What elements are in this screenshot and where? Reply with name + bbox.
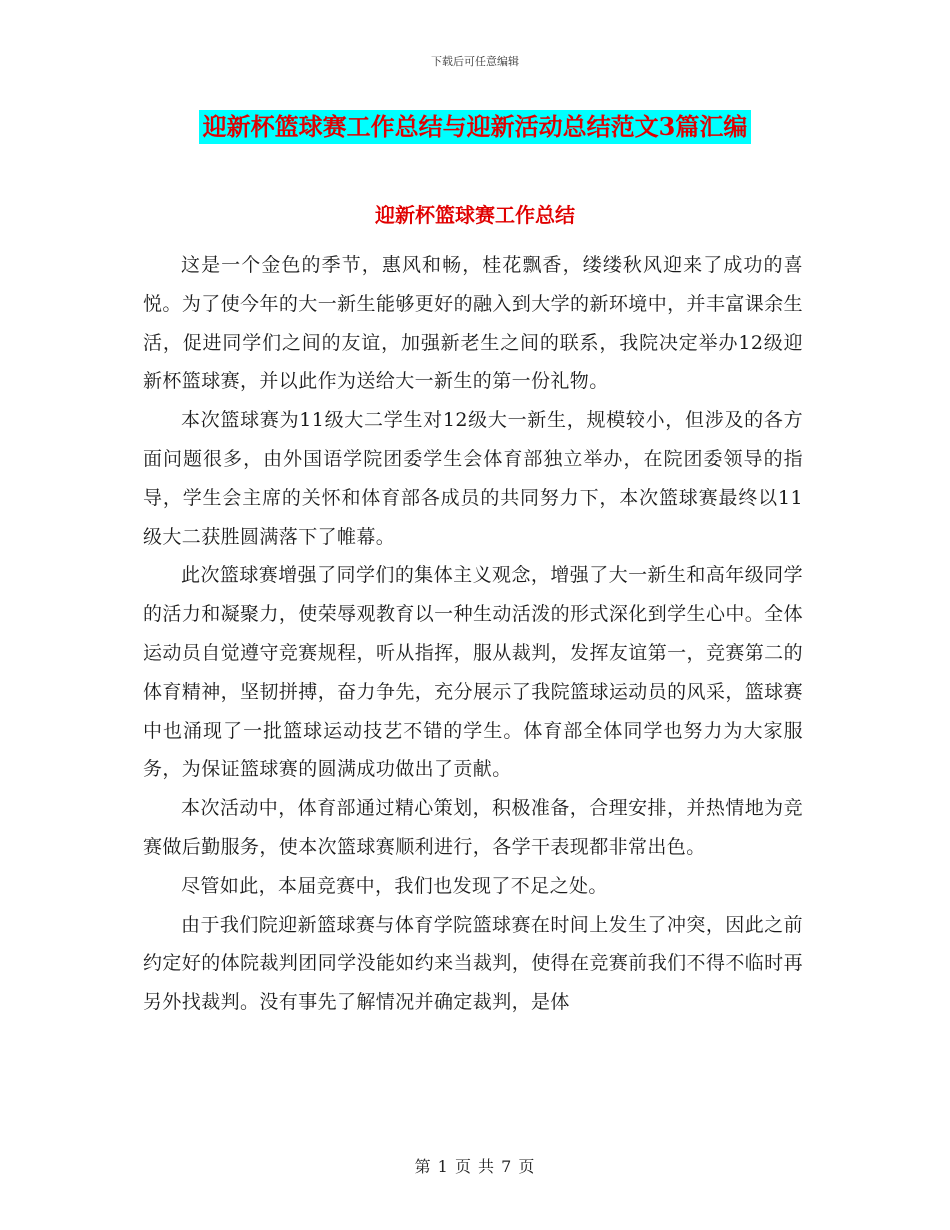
document-body xyxy=(143,246,803,1022)
paragraph: 本次篮球赛为11级大二学生对12级大一新生，规模较小，但涉及的各方面问题很多，由外国语学院团委学生会体育部独立举办，在院团委领导的指导，学生会主席的关怀和体育部各成员的共同努力下，本次篮球赛最终以11级大二获胜圆满落下了帷幕。 xyxy=(143,409,803,548)
paragraph: 尽管如此，本届竞赛中，我们也发现了不足之处。 xyxy=(181,874,608,897)
document-title-container xyxy=(0,110,950,144)
document-title: 迎新杯篮球赛工作总结与迎新活动总结范文3篇汇编 xyxy=(199,110,752,144)
page-header-note: 下载后可任意编辑 xyxy=(431,55,519,68)
paragraph: 这是一个金色的季节，惠风和畅，桂花飘香，缕缕秋风迎来了成功的喜悦。为了使今年的大一新生能够更好的融入到大学的新环境中，并丰富课余生活，促进同学们之间的友谊，加强新老生之间的联系，我院决定举办12级迎新杯篮球赛，并以此作为送给大一新生的第一份礼物。 xyxy=(143,254,803,393)
section-title: 迎新杯篮球赛工作总结 xyxy=(375,203,575,227)
paragraph: 本次活动中，体育部通过精心策划，积极准备，合理安排，并热情地为竞赛做后勤服务，使本次篮球赛顺利进行，各学干表现都非常出色。 xyxy=(143,797,803,858)
paragraph: 由于我们院迎新篮球赛与体育学院篮球赛在时间上发生了冲突，因此之前约定好的体院裁判团同学没能如约来当裁判，使得在竞赛前我们不得不临时再另外找裁判。没有事先了解情况并确定裁判，是体 xyxy=(143,913,803,1014)
page-number-footer: 第 1 页 共 7 页 xyxy=(414,1157,536,1176)
paragraph: 此次篮球赛增强了同学们的集体主义观念，增强了大一新生和高年级同学的活力和凝聚力，使荣辱观教育以一种生动活泼的形式深化到学生心中。全体运动员自觉遵守竞赛规程，听从指挥，服从裁判，发挥友谊第一，竞赛第二的体育精神，坚韧拼搏，奋力争先，充分展示了我院篮球运动员的风采，篮球赛中也涌现了一批篮球运动技艺不错的学生。体育部全体同学也努力为大家服务，为保证篮球赛的圆满成功做出了贡献。 xyxy=(143,564,803,781)
